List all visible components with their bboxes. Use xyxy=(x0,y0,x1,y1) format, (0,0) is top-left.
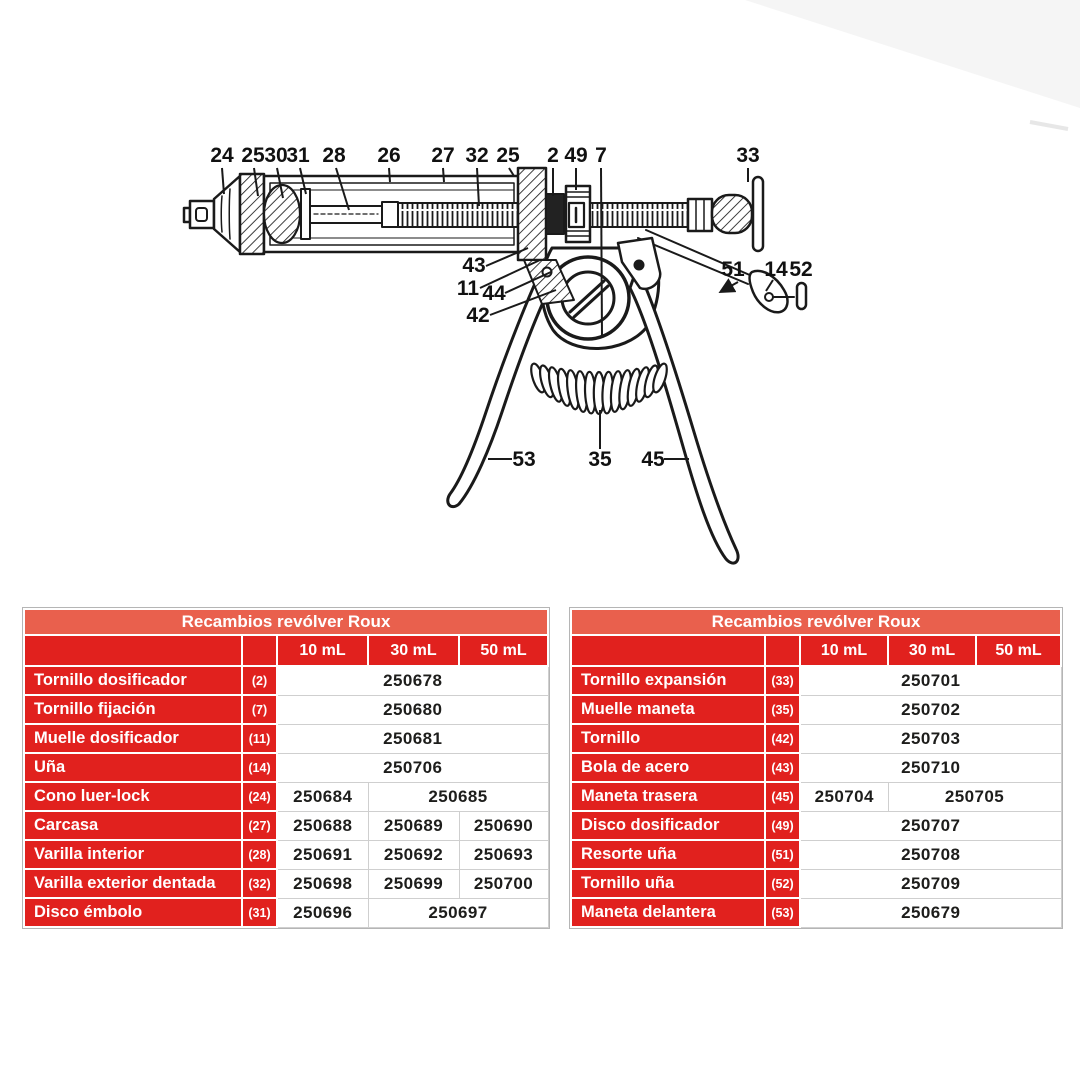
part-ref-number: (49) xyxy=(765,811,800,840)
header-volume-cell: 30 mL xyxy=(368,635,459,666)
part-number: 250710 xyxy=(800,753,1061,782)
part-ref-number: (31) xyxy=(242,898,277,927)
part-number: 250702 xyxy=(800,695,1061,724)
una-screw xyxy=(797,283,806,309)
header-volume-cell: 50 mL xyxy=(459,635,548,666)
part-row xyxy=(24,840,548,869)
rear-handle xyxy=(630,268,738,563)
callout-label: 42 xyxy=(466,304,490,327)
part-number: 250690 xyxy=(459,811,548,840)
part-ref-number: (24) xyxy=(242,782,277,811)
part-number: 250680 xyxy=(277,695,548,724)
part-name: Carcasa xyxy=(24,811,242,840)
header-volume-cell: 10 mL xyxy=(277,635,368,666)
callout-label: 25 xyxy=(241,144,265,167)
part-row xyxy=(571,695,1061,724)
part-row xyxy=(571,811,1061,840)
part-name: Cono luer-lock xyxy=(24,782,242,811)
callout-label: 44 xyxy=(482,282,506,305)
faint-streak xyxy=(1030,122,1068,129)
toothed-rod-rear xyxy=(590,203,688,227)
part-ref-number: (28) xyxy=(242,840,277,869)
callout-label: 27 xyxy=(431,144,455,167)
callout-label: 33 xyxy=(736,144,760,167)
callout-label: 24 xyxy=(210,144,234,167)
expansion-knob xyxy=(688,177,763,251)
part-name: Disco dosificador xyxy=(571,811,765,840)
part-row xyxy=(571,840,1061,869)
luer-cone xyxy=(214,176,240,252)
part-number: 250689 xyxy=(368,811,459,840)
callout-label: 51 xyxy=(721,258,745,281)
callout-label: 49 xyxy=(564,144,588,167)
part-number: 250705 xyxy=(888,782,1061,811)
callout-leader-line xyxy=(601,168,602,338)
part-name: Tornillo dosificador xyxy=(24,666,242,695)
part-ref-number: (43) xyxy=(765,753,800,782)
callout-label: 30 xyxy=(264,144,288,167)
callout-leader-line xyxy=(443,168,444,182)
part-name: Maneta trasera xyxy=(571,782,765,811)
part-ref-number: (7) xyxy=(242,695,277,724)
table-header-row xyxy=(24,635,548,666)
callout-leader-line xyxy=(722,282,738,291)
header-volume-cell: 30 mL xyxy=(888,635,976,666)
ratchet-disc xyxy=(566,186,590,242)
part-row xyxy=(24,782,548,811)
part-row xyxy=(24,753,548,782)
part-number: 250708 xyxy=(800,840,1061,869)
table-header-row xyxy=(571,635,1061,666)
part-row xyxy=(24,869,548,898)
part-number: 250684 xyxy=(277,782,368,811)
part-name: Varilla exterior dentada xyxy=(24,869,242,898)
part-row xyxy=(571,724,1061,753)
part-name: Muelle maneta xyxy=(571,695,765,724)
part-row xyxy=(571,666,1061,695)
part-ref-number: (32) xyxy=(242,869,277,898)
callout-label: 14 xyxy=(764,258,788,281)
part-ref-number: (35) xyxy=(765,695,800,724)
handle-spring xyxy=(528,362,669,414)
part-number: 250707 xyxy=(800,811,1061,840)
part-number: 250693 xyxy=(459,840,548,869)
part-ref-number: (33) xyxy=(765,666,800,695)
part-row xyxy=(571,782,1061,811)
header-blank-cell xyxy=(242,635,277,666)
callout-label: 43 xyxy=(462,254,486,277)
part-row xyxy=(24,666,548,695)
part-row xyxy=(24,811,548,840)
table-title-row xyxy=(571,609,1061,635)
part-ref-number: (11) xyxy=(242,724,277,753)
part-number: 250699 xyxy=(368,869,459,898)
part-row xyxy=(571,869,1061,898)
part-row xyxy=(571,898,1061,927)
part-number: 250688 xyxy=(277,811,368,840)
part-name: Disco émbolo xyxy=(24,898,242,927)
part-name: Uña xyxy=(24,753,242,782)
table-title-row xyxy=(24,609,548,635)
part-number: 250697 xyxy=(368,898,548,927)
callout-label: 53 xyxy=(512,448,536,471)
part-number: 250691 xyxy=(277,840,368,869)
part-number: 250678 xyxy=(277,666,548,695)
part-name: Muelle dosificador xyxy=(24,724,242,753)
part-ref-number: (53) xyxy=(765,898,800,927)
parts-table-left xyxy=(22,607,550,929)
header-blank-cell xyxy=(571,635,765,666)
callout-leader-line xyxy=(389,168,390,182)
header-blank-cell xyxy=(765,635,800,666)
part-ref-number: (51) xyxy=(765,840,800,869)
dosing-block xyxy=(546,194,564,234)
part-ref-number: (2) xyxy=(242,666,277,695)
part-name: Resorte uña xyxy=(571,840,765,869)
header-blank-cell xyxy=(24,635,242,666)
callout-label: 45 xyxy=(641,448,665,471)
part-number: 250698 xyxy=(277,869,368,898)
part-name: Tornillo uña xyxy=(571,869,765,898)
part-row xyxy=(24,898,548,927)
part-name: Tornillo xyxy=(571,724,765,753)
callout-label: 11 xyxy=(456,277,480,300)
callout-label: 2 xyxy=(547,144,559,167)
part-row xyxy=(24,724,548,753)
callout-label: 28 xyxy=(322,144,346,167)
header-volume-cell: 10 mL xyxy=(800,635,888,666)
part-name: Maneta delantera xyxy=(571,898,765,927)
luer-tip xyxy=(184,201,214,228)
table-title: Recambios revólver Roux xyxy=(571,609,1061,635)
part-number: 250696 xyxy=(277,898,368,927)
part-name: Bola de acero xyxy=(571,753,765,782)
part-number: 250685 xyxy=(368,782,548,811)
part-ref-number: (42) xyxy=(765,724,800,753)
parts-table-right xyxy=(569,607,1063,929)
part-ref-number: (45) xyxy=(765,782,800,811)
part-number: 250679 xyxy=(800,898,1061,927)
part-number: 250692 xyxy=(368,840,459,869)
callout-label: 26 xyxy=(377,144,401,167)
part-number: 250703 xyxy=(800,724,1061,753)
callout-label: 7 xyxy=(595,144,607,167)
part-number: 250701 xyxy=(800,666,1061,695)
part-ref-number: (52) xyxy=(765,869,800,898)
part-number: 250704 xyxy=(800,782,888,811)
part-number: 250681 xyxy=(277,724,548,753)
part-name: Varilla interior xyxy=(24,840,242,869)
table-title: Recambios revólver Roux xyxy=(24,609,548,635)
part-ref-number: (27) xyxy=(242,811,277,840)
part-ref-number: (14) xyxy=(242,753,277,782)
callout-label: 52 xyxy=(789,258,813,281)
callout-label: 25 xyxy=(496,144,520,167)
corner-shading xyxy=(745,0,1080,108)
callout-label: 35 xyxy=(588,448,612,471)
part-name: Tornillo fijación xyxy=(24,695,242,724)
callout-label: 31 xyxy=(286,144,310,167)
toothed-rod-front xyxy=(398,203,518,227)
part-row xyxy=(24,695,548,724)
callout-label: 32 xyxy=(465,144,489,167)
part-number: 250709 xyxy=(800,869,1061,898)
part-name: Tornillo expansión xyxy=(571,666,765,695)
part-row xyxy=(571,753,1061,782)
front-flange xyxy=(240,174,264,254)
part-number: 250700 xyxy=(459,869,548,898)
part-number: 250706 xyxy=(277,753,548,782)
header-volume-cell: 50 mL xyxy=(976,635,1061,666)
